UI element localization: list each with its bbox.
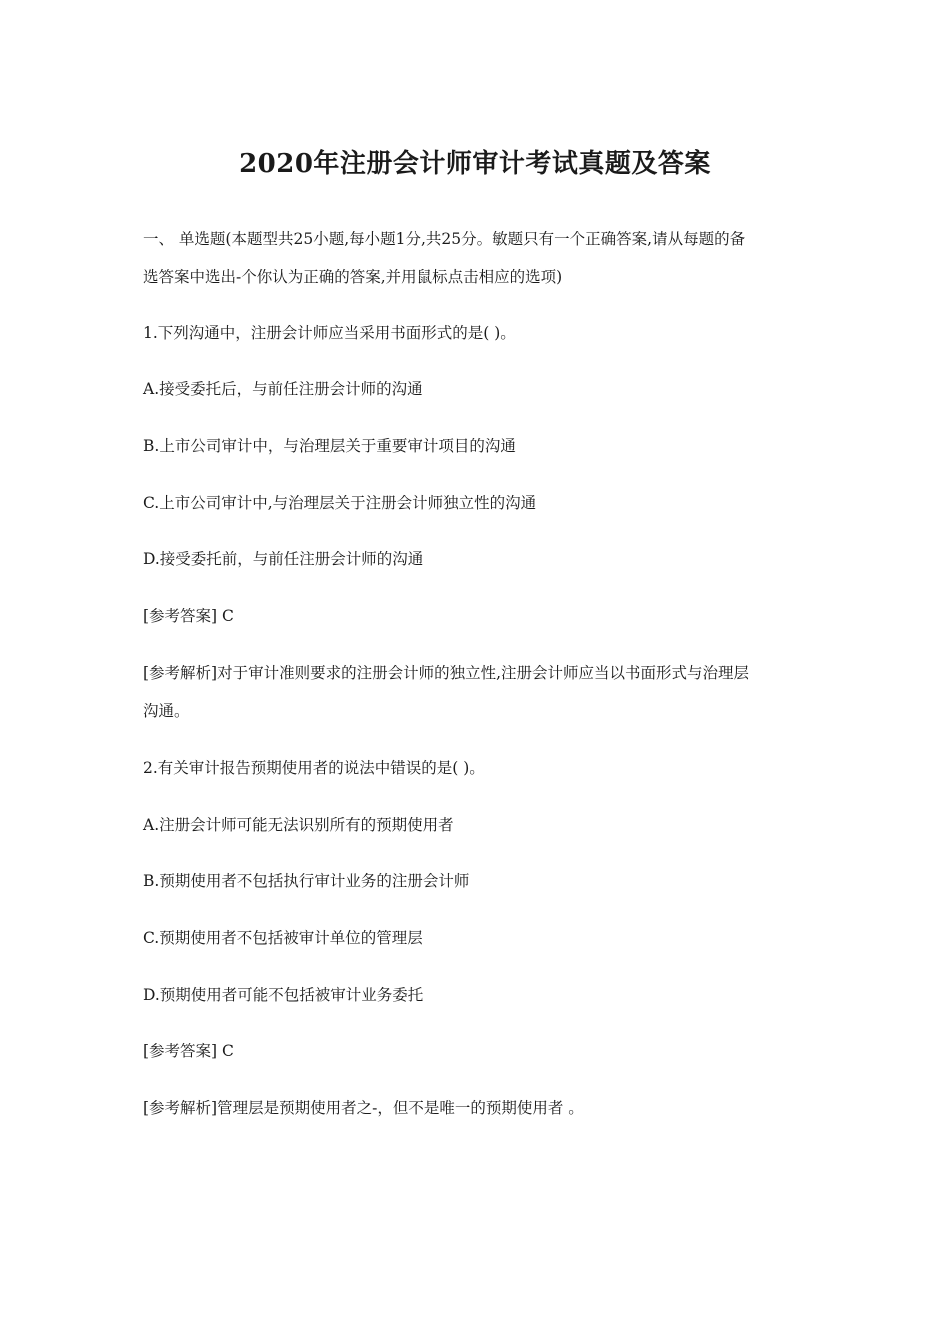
question-2-option-d: D.预期使用者可能不包括被审计业务委托	[143, 986, 424, 1004]
question-1-analysis-line-2: 沟通。	[143, 702, 190, 720]
section-intro-line-1: 一、 单选题(本题型共25小题,每小题1分,共25分。敏题只有一个正确答案,请从每题的备	[143, 230, 746, 248]
question-2-option-a: A.注册会计师可能无法识别所有的预期使用者	[143, 816, 454, 834]
question-2-stem: 2.有关审计报告预期使用者的说法中错误的是( )。	[143, 759, 485, 777]
question-1-stem: 1.下列沟通中，注册会计师应当采用书面形式的是( )。	[143, 324, 516, 342]
question-2-analysis-line-1: [参考解析]管理层是预期使用者之-，但不是唯一的预期使用者 。	[143, 1099, 584, 1117]
question-1-option-a: A.接受委托后，与前任注册会计师的沟通	[143, 380, 423, 398]
question-1-answer: [参考答案] C	[143, 607, 234, 625]
question-1-option-c: C.上市公司审计中,与治理层关于注册会计师独立性的沟通	[143, 494, 537, 512]
question-2-option-c: C.预期使用者不包括被审计单位的管理层	[143, 929, 423, 947]
question-1-option-b: B.上市公司审计中，与治理层关于重要审计项目的沟通	[143, 437, 516, 455]
section-intro-line-2: 选答案中选出-个你认为正确的答案,并用鼠标点击相应的选项)	[143, 268, 563, 286]
question-2-option-b: B.预期使用者不包括执行审计业务的注册会计师	[143, 872, 470, 890]
question-1-analysis-line-1: [参考解析]对于审计准则要求的注册会计师的独立性,注册会计师应当以书面形式与治理层	[143, 664, 750, 682]
question-2-answer: [参考答案] C	[143, 1042, 234, 1060]
document-title: 2020年注册会计师审计考试真题及答案	[239, 149, 711, 179]
question-1-option-d: D.接受委托前，与前任注册会计师的沟通	[143, 550, 424, 568]
